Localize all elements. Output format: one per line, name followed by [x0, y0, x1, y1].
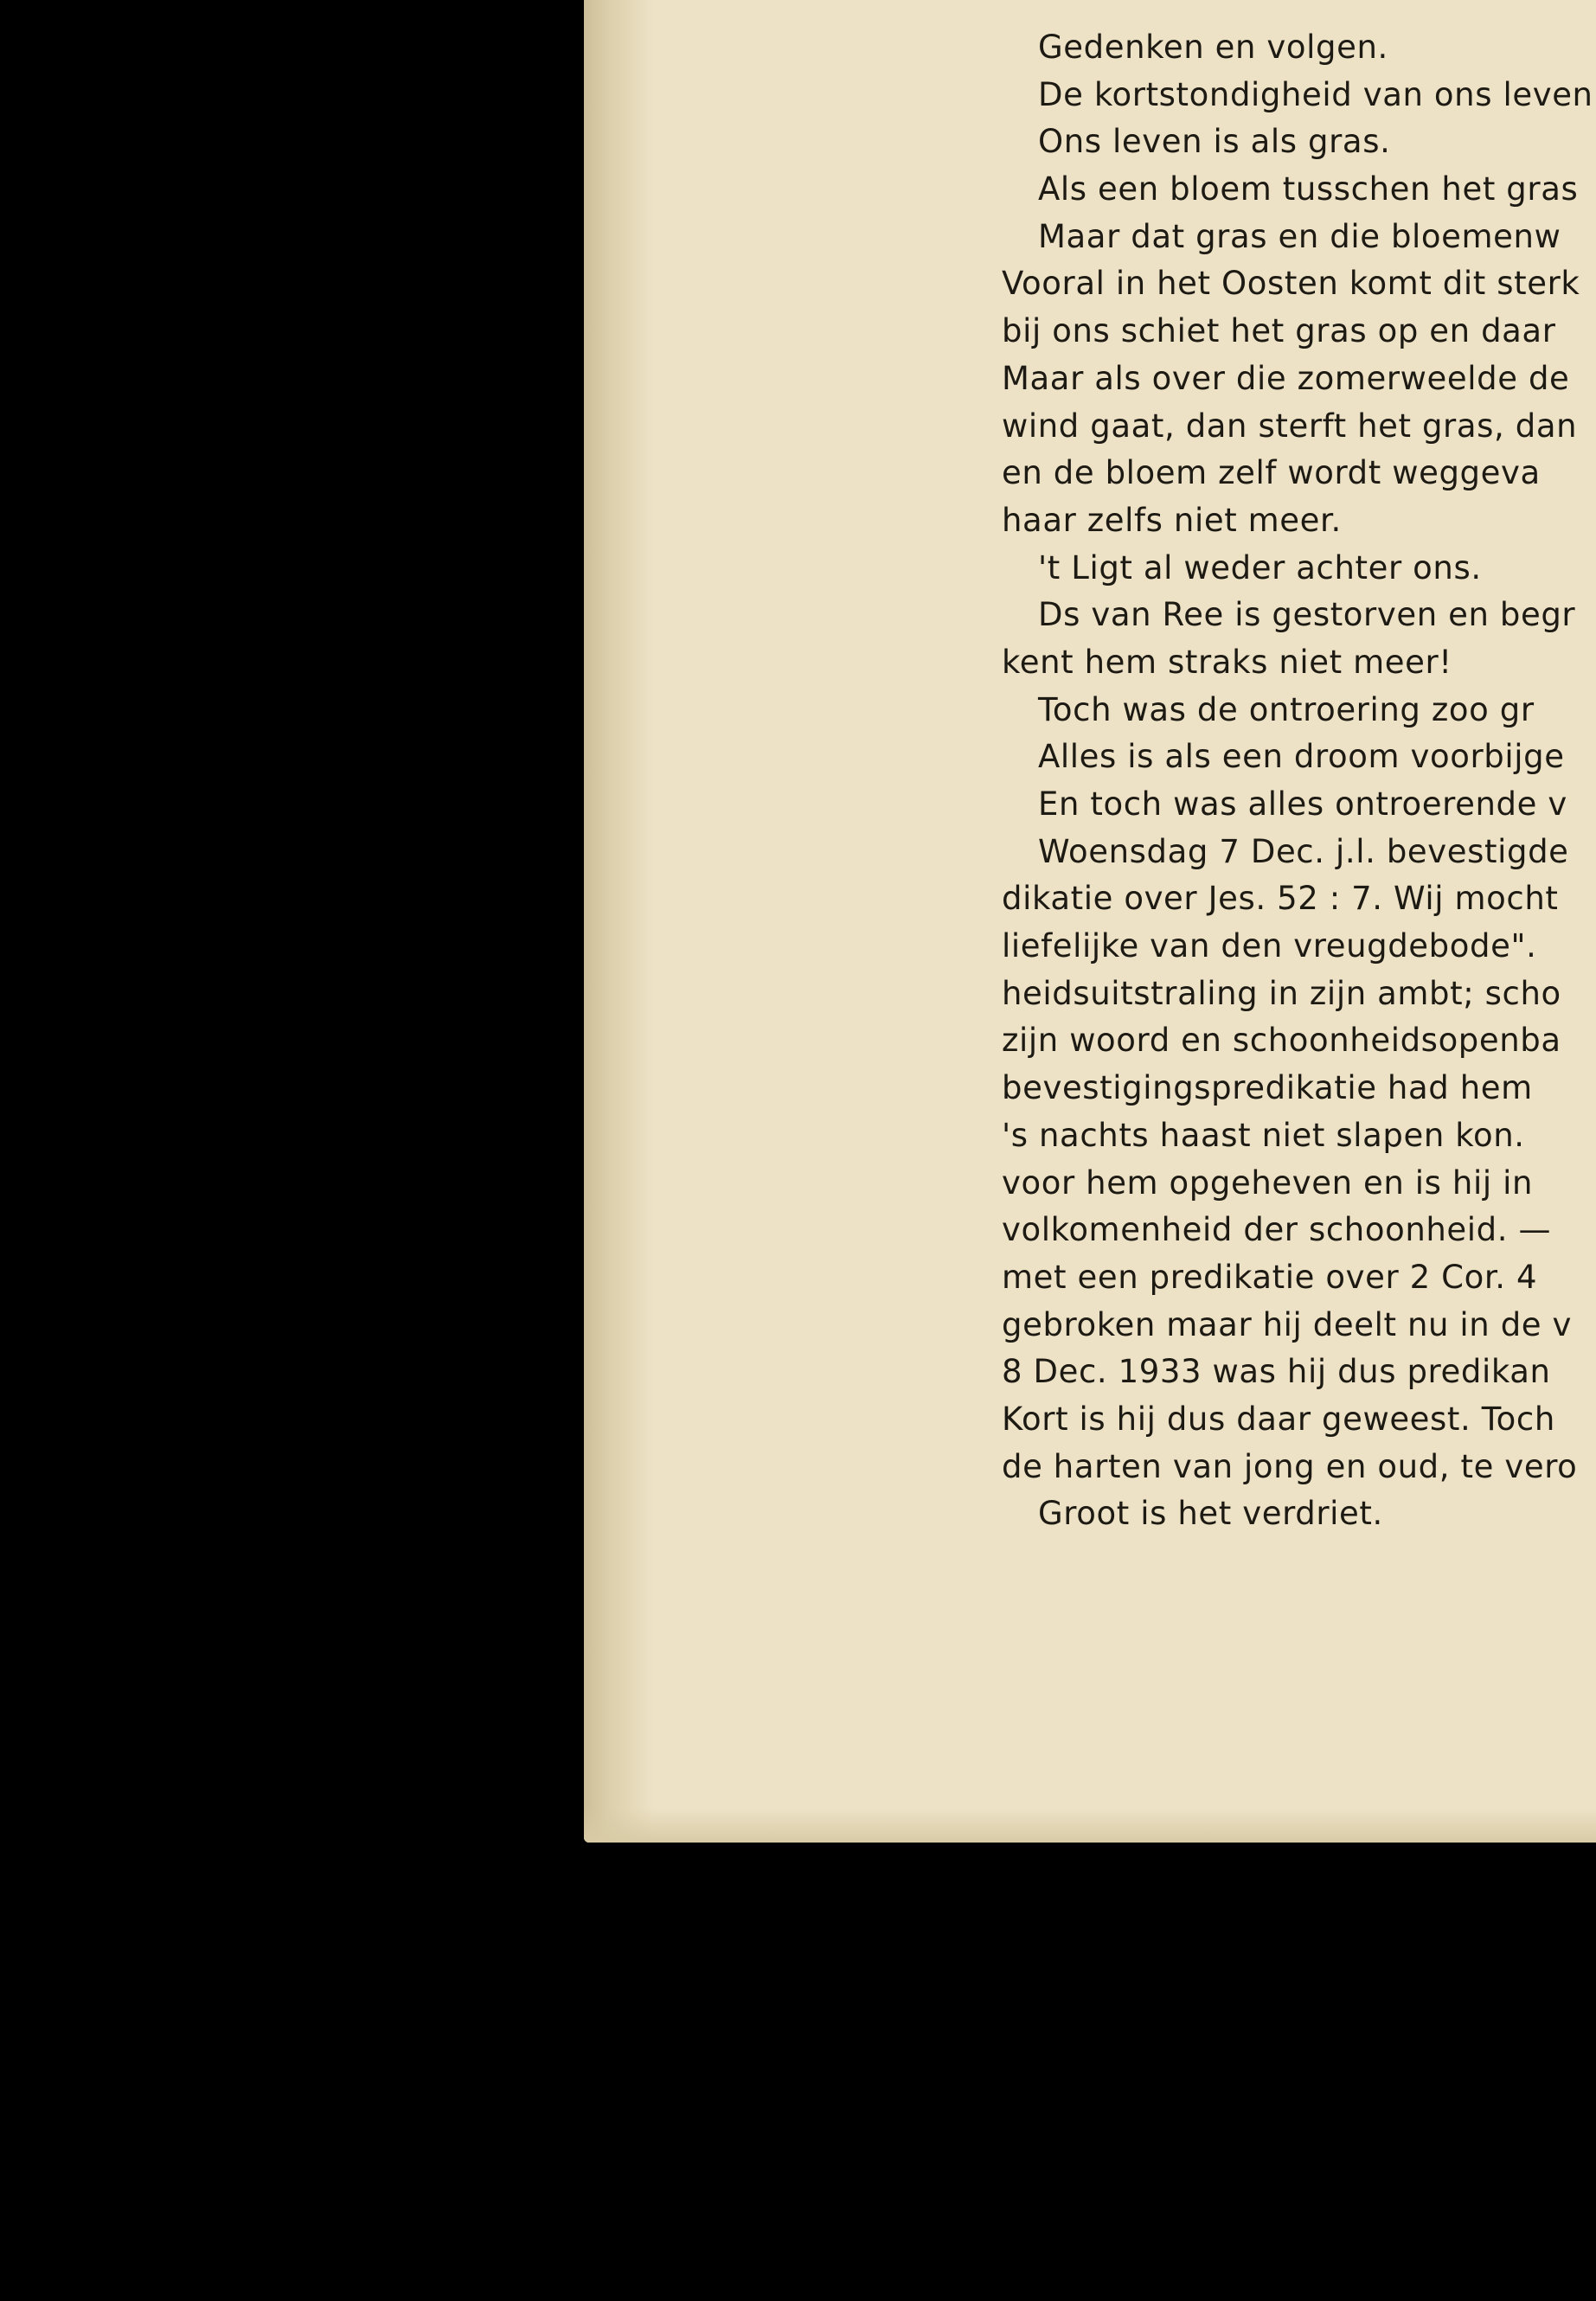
- text-line: volkomenheid der schoonheid. —: [1002, 1211, 1552, 1249]
- text-line: gebroken maar hij deelt nu in de v: [1002, 1305, 1573, 1343]
- text-line: 't Ligt al weder achter ons.: [1038, 548, 1482, 586]
- page-text: [586, 24, 1596, 1538]
- text-line: bij ons schiet het gras op en daar: [1002, 312, 1556, 350]
- text-line: 's nachts haast niet slapen kon.: [1002, 1116, 1525, 1154]
- text-line: voor hem opgeheven en is hij in: [1002, 1163, 1534, 1202]
- text-line: heidsuitstraling in zijn ambt; scho: [1002, 974, 1561, 1012]
- text-line: Maar als over die zomerweelde de: [1002, 359, 1570, 397]
- text-line: Vooral in het Oosten komt dit sterk: [1002, 265, 1580, 303]
- text-line: En toch was alles ontroerende v: [1038, 785, 1567, 823]
- text-line: Alles is als een droom voorbijge: [1038, 738, 1565, 776]
- text-line: met een predikatie over 2 Cor. 4: [1002, 1258, 1538, 1296]
- book-page: [584, 0, 1596, 1843]
- text-line: en de bloem zelf wordt weggeva: [1002, 454, 1541, 492]
- text-line: de harten van jong en oud, te vero: [1002, 1447, 1578, 1485]
- text-line: Woensdag 7 Dec. j.l. bevestigde: [1038, 832, 1569, 870]
- text-line: bevestigingspredikatie had hem: [1002, 1069, 1533, 1107]
- text-line: Gedenken en volgen.: [1038, 29, 1388, 66]
- text-line: zijn woord en schoonheidsopenba: [1002, 1022, 1561, 1060]
- text-line: 8 Dec. 1933 was hij dus predikan: [1002, 1353, 1551, 1391]
- text-line: Toch was de ontroering zoo gr: [1038, 690, 1535, 728]
- text-line: dikatie over Jes. 52 : 7. Wij mocht: [1002, 880, 1559, 918]
- text-line: Ons leven is als gras.: [1038, 123, 1391, 161]
- page-bottom-edge: [584, 1808, 1596, 1843]
- text-line: haar zelfs niet meer.: [1002, 501, 1342, 539]
- text-line: Maar dat gras en die bloemenw: [1038, 217, 1561, 255]
- text-line: Groot is het verdriet.: [1038, 1495, 1383, 1533]
- text-line: kent hem straks niet meer!: [1002, 643, 1452, 681]
- text-line: wind gaat, dan sterft het gras, dan: [1002, 407, 1578, 445]
- text-line: De kortstondigheid van ons leven: [1038, 75, 1593, 113]
- text-line: Kort is hij dus daar geweest. Toch: [1002, 1400, 1555, 1438]
- text-line: liefelijke van den vreugdebode".: [1002, 927, 1537, 965]
- text-line: Ds van Ree is gestorven en begr: [1038, 596, 1576, 634]
- text-line: Als een bloem tusschen het gras: [1038, 170, 1579, 208]
